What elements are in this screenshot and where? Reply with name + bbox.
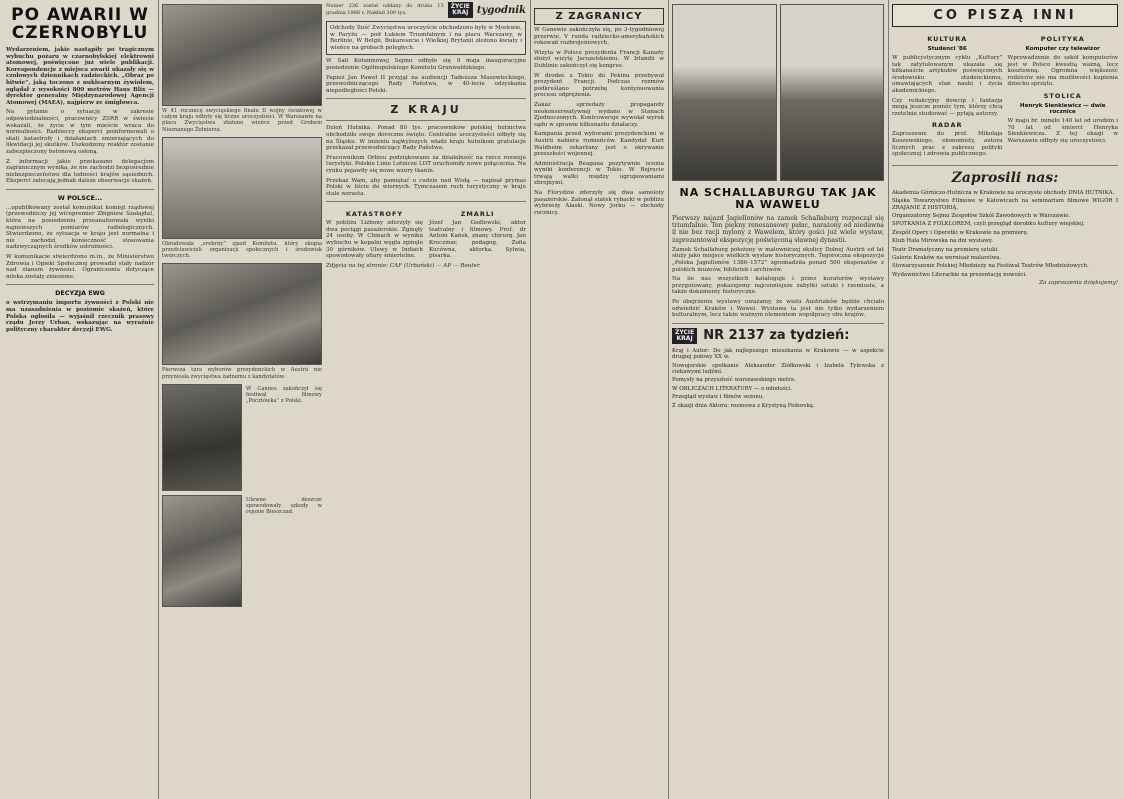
list-item: Galerie Kraków na wernisaż malarstwa.	[892, 254, 1002, 261]
divider	[6, 284, 154, 285]
photo-row	[162, 384, 322, 491]
list-item: Zespół Opery i Operetki w Krakowie na premierę.	[892, 229, 1029, 236]
column-5	[672, 0, 884, 799]
katastrofy-block	[326, 206, 423, 263]
item-2: Papież Jan Paweł II przyjął na audiencji Tadeusza Mazowieckiego, przewodniczącego Rady Państwa, w 40-lecie odzyskania niepodległości Polski.	[326, 74, 526, 94]
czernobyl-headline: PO AWARII W CZERNOBYLU	[11, 5, 149, 43]
katastrofy-text: W pobliżu Lizbony zderzyły się dwa pociągi pasażerskie. Zginęły 24 osoby. W Chinach w wyniku wybuchu w kopalni węgla zginęło 30 górników. Ulewy w Indiach spowodowały ofiary śmiertelne.	[326, 220, 423, 260]
logo-top: ŻYCIE	[450, 3, 470, 10]
zagranica-text-2: Wizyta w Polsce prezydenta Francji Kanady złożył wizytę Jaruzelskiemu. W Irlandii w Dublinie zakończył się kongres.	[534, 49, 664, 69]
photo-castle-2	[780, 4, 885, 181]
zagranica-text-7: Na Florydzie zderzyły się dwa samoloty pasażerskie. Zatonął statek rybacki w pobliżu wybrzeży Alaski. Nowy Jorku — obchody rocznicy.	[534, 190, 664, 216]
z-zagranicy-title: Z ZAGRANICY	[534, 8, 664, 25]
kultura-text: W publicystycznym cyklu „Kultury” tak zatytułowanym ukazała się kilkanaście artykułów poświęconych środowisku studenckiemu, omawiających stan nauki i życia akademickiego.	[892, 55, 1003, 94]
schallaburg-lead: Pierwszy najazd Jagiellonów na zamek Schallaburg rozpoczął się triumfalnie. Ten piękny renesansowy pałac, narażony od niedawna il nie bez racji mylony z Wawelem, który gości już wiele wystaw, zaprezentował ekspozycję poświęconą sławnej dynastii.	[672, 215, 884, 244]
photo-statue	[162, 4, 322, 106]
zmarli-text: Józef Jan Godlewski, aktor teatralny i filmowy. Prof. dr Antoni Kańsk, znany chirurg. Jan Kreczmar, pedagog. Zofia Kucówna, aktorka. Sylwia, pisarka.	[429, 220, 526, 260]
z-kraju-text-1: Dzień Hutnika. Ponad 80 tys. pracowników polskiej hutnictwa obchodziło swoje doroczne święto. Centralne uroczystości odbyły się na Śląsku. W imieniu najwyższych władz kraju hutnikom gratulacje przekazał przewodniczący Rady Państwa.	[326, 125, 526, 152]
column-3	[326, 0, 526, 799]
schallaburg-body-3: Po obejrzeniu wystawy uważamy, że wielu Austriaków będzie chciało odwiedzić Kraków i Wawel. Wystawa ta jest nie tylko wydarzeniem kulturalnym, lecz także ważnym elementem współpracy obu krajów.	[672, 298, 884, 319]
column-rule	[530, 0, 531, 799]
polska-section-text: ...opublikowany został komunikat komisji rządowej (przewodniczy jej wicepremier Zbigniew Szałajda), która na posiedzeniu przeanalizowała wyniki najnowszych pomiarów radiologicznych. Stwierdzono, że sytuacja w kraju jest normalna i nie zachodzi konieczność stosowania nadzwyczajnych środków ostrożności.	[6, 204, 154, 251]
list-item: Kraj i Autor: Do jak najlepszego mieszkania w Krakowie — w aspekcie drugiej połowy XX w.	[672, 347, 884, 361]
column-4	[534, 0, 664, 799]
column-rule	[668, 0, 669, 799]
czernobyl-body-1: Na pytanie o sytuację w zakresie odpowiedzialności, pracownicy ZSRR w świecie wskazali, że życie w tym mieście wraca do normalności. Radzieccy eksperci poinformowali o skali katastrofy i działaniach zmierzających do likwidacji jej skutków. Uszkodzony reaktor zostanie zabezpieczony betonową osłoną.	[6, 109, 154, 155]
list-item: Wydawnictwo Literackie na prezentację nowości.	[892, 271, 1027, 278]
zaprosili-footer: Za zaproszenia dziękujemy!	[1039, 280, 1118, 287]
z-kraju-title: Z KRAJU	[390, 103, 462, 117]
zaprosili-title: Zaprosili nas:	[951, 169, 1059, 186]
photo-cannes-caption: W Cannes zakończył się festiwal filmowy „Pocztówka” z Polski.	[246, 385, 322, 405]
photo-row	[162, 495, 322, 607]
czernobyl-lead: Wydarzeniem, jakie nastąpiły po tragicznym wybuchu pożaru w czarnobylskiej elektrowni atomowej, poświęcone już wiele publikacji. Korespondencje z miejsca awarii ukazały się w czołowych dziennikach radzieckich. „Obraz po bitwie”, jaką toczono z nuklearnym żywiołem, oglądał z wysokości 800 metrów Hans Blix — dyrektor generalny Międzynarodowej Agencji Atomowej (MAEA), najpierw ze śmigłowca.	[6, 47, 154, 106]
kultura-text-2: Czy redakcyjny dowcip i fantazja mogą jeszcze pomóc tym, którzy chcą rzetelnie studiować — pytają autorzy.	[892, 97, 1003, 117]
list-item: W OBLICZACH LITERATURY — o młodości.	[672, 385, 792, 392]
list-item: Śląska Towarzystwo Filmowe w Katowicach na seminarium filmowe WIGÓR I ZRAJANIE Z HISTORIĄ.	[892, 198, 1118, 211]
z-kraju-text-2: Pracownikom Orbisu podziękowano za działalność na rzecz rozwoju turystyki. Polskie Linie Lotnicze LOT uruchomiły nowe połączenia. Na rynku pojawiły się nowe wzory tkanin.	[326, 154, 526, 174]
top-box-text: Odchody Ilość Zwycięstwa uroczyście obchodzono były w Moskwie, w Paryżu — pod Łukiem Triumfalnym i na placu Warszawy, w Berlinie, W Belgii, Bukareszcie i Wielkiej Brytanii złożono kwiaty i wieńce na grobach poległych.	[330, 25, 522, 51]
polska-section-title: W POLSCE...	[57, 193, 103, 202]
magazine-name: tygodnik	[476, 4, 526, 16]
divider	[326, 201, 526, 202]
zagranica-text-1: W Genewie zakończyła się, po 3-tygodniowej przerwie, V runda radziecko-amerykańskich rokowań rozbrojeniowych.	[534, 27, 664, 47]
logo-top: ŻYCIE	[675, 328, 695, 336]
item-1: W Sali Kolumnowej Sejmu odbyło się 9 maja inauguracyjne posiedzenie Ogólnopolskiego Komitetu Grunwaldzkiego.	[326, 58, 526, 71]
divider	[326, 98, 526, 99]
list-item: Klub Hala Mirowska na dni wystawy.	[892, 238, 993, 245]
zagranica-text-4: Zakaz sprzedaży propagandy neokonserwatywnej wydano w Stanach Zjednoczonych. Kontrowersje wywołał wyrok sądu w sprawie kilkunastu działaczy.	[534, 101, 664, 128]
column-rule	[888, 0, 889, 799]
list-item: Nowojorskie spotkanie Aleksander Ziółkowski i Izabela Tylewska z ciekawymi ludźmi.	[672, 362, 884, 375]
photo-meeting	[162, 137, 322, 239]
photo-credits: Zdjęcia na tej stronie: CAF (Urbański) — AP — Reuter.	[326, 262, 481, 269]
stolica-sub: Henryk Sienkiewicz — dwie rocznice	[1019, 102, 1106, 115]
next-week-title: NR 2137 za tydzień:	[703, 328, 850, 344]
kultura-label: KULTURA	[927, 35, 968, 43]
schallaburg-body-1: Zamek Schallaburg położony w malowniczej okolicy Dolnej Austrii od lat służy jako miejsce wielkich wystaw historycznych. Tegoroczna ekspozycja „Polska Jagiellonów 1386–1572” zgromadziła ponad 500 eksponatów z polskich muzeów, bibliotek i archiwów.	[672, 246, 884, 273]
magazine-logo	[448, 2, 473, 18]
top-box	[326, 21, 526, 55]
column-2	[162, 0, 322, 799]
katastrofy-title: KATASTROFY	[345, 210, 404, 219]
column-1	[6, 0, 154, 799]
list-item: Przegląd wystaw i filmów sezonu.	[672, 394, 765, 401]
divider	[326, 120, 526, 121]
radar-label: RADAR	[932, 121, 963, 130]
photo-statue-caption: W 41 rocznicę zwycięskiego finału II wojny światowej w całym kraju odbyły się liczne uroczystości. W Warszawie na placu Zwycięstwa złożono wieńce przed Grobem Nieznanego Żołnierza.	[162, 108, 322, 133]
kultura-sub: Studenci '86	[927, 46, 967, 52]
column-rule	[158, 0, 159, 799]
column-6	[892, 0, 1118, 799]
next-week-list	[672, 348, 884, 409]
stolica-text: W maju br. minęło 140 lat od urodzin i 70 lat od śmierci Henryka Sienkiewicza. Z tej okazji w Warszawie odbyły się uroczystości.	[1007, 117, 1118, 144]
schallaburg-body-2: Na ile nas wszystkich kataloguje i przez kuratorów wystawy przygotowany, pokazujemy najcenniejsze zabytki sztuki i rzemiosła, a także dokumenty historyczne.	[672, 276, 884, 296]
list-item: Teatr Dramatyczny na premierę sztuki.	[892, 246, 999, 253]
zagranica-text-5: Kampania przed wyborami prezydenckimi w Austrii nabiera rumieńców. Kandydat Kurt Waldheim oskarżany jest o ukrywanie przeszłości wojennej.	[534, 131, 664, 158]
photo-austria-election	[162, 263, 322, 365]
masthead	[326, 2, 526, 18]
divider	[672, 323, 884, 324]
czernobyl-body-2: Z informacji jakie przekazano delegacjom zagranicznym wynika, że nie zachodzi bezpośrednie niebezpieczeństwo dla ludności krajów sąsiednich. Eksperci zalecają jednak dalsze obserwacje skażeń.	[6, 158, 154, 185]
photo-meeting-caption: Obradowała „srebrny” zjazd Komitetu, który skupia przedstawicieli organizacji społecznych i środowisk twórczych.	[162, 240, 322, 260]
zmarli-block	[429, 206, 526, 263]
press-col-left	[892, 31, 1003, 161]
list-item: Pomysły na przyszłość warszawskiego metra.	[672, 377, 796, 384]
co-pisza-inni-title: CO PISZĄ INNI	[892, 4, 1118, 27]
photo-flood-caption: Ulewne deszcze spowodowały szkody w rejonie Bieszczad.	[246, 496, 322, 516]
zagranica-text-6: Administracja Reagana pozytywnie ocenia wyniki konferencji w Tokio. W Bejrucie trwają walki między ugrupowaniami zbrojnymi.	[534, 160, 664, 187]
z-kraju-text-3: Przekaż Wam, aby pamiętać o cudzie nad Wisłą — napisał prymas Polski w liście do wiernych. Tymczasem ruch turystyczny w kraju stale wzrasta.	[326, 177, 526, 197]
logo-bottom: KRAJ	[452, 9, 469, 16]
ewg-decision-text: o wstrzymaniu importu żywności z Polski nie ma uzasadnienia w poziomie skażeń, które Polska ogłosiła — wyjaśnił rzecznik prasowy rządu Jerzy Urban, wskazując na wyraźnie polityczny charakter decyzji EWG.	[6, 300, 154, 333]
polityka-text: Wprowadzenie do szkół komputerów jest w Polsce kwestią ważną, lecz kosztowną. Ogromna większość rodziców nie ma możliwości kupienia dziecku sprzętu.	[1007, 55, 1118, 88]
zagranica-text-3: W drodze z Tokio do Pekinu przebywał prezydent Francji. Podczas rozmów podkreślano potrzebę kontynuowania procesu odprężenia.	[534, 72, 664, 99]
radar-text: Zaproszenie do prof. Mikołaja Koszewskiego, ekonomisty, autora licznych prac z zakresu polityki społecznej i zdrowia publicznego.	[892, 131, 1003, 158]
czernobyl-body-3: W komunikacie stwierdzono m.in., że Ministerstwo Zdrowia i Opieki Społecznej prowadzi stały nadzór nad stanem żywności. Ograniczenia dotyczące mleka zostały zniesione.	[6, 254, 154, 280]
ewg-decision-title: DECYZJA EWG	[55, 289, 105, 298]
zmarli-title: ZMARLI	[460, 210, 495, 219]
stolica-label: STOLICA	[1043, 91, 1082, 100]
list-item: Akademia Górniczo-Hutnicza w Krakowie na uroczyste obchody DNIA HUTNIKA.	[892, 189, 1115, 196]
divider	[6, 189, 154, 190]
bottom-split	[326, 206, 526, 263]
photo-austria-caption: Pierwsza tura wyborów prezydenckich w Austrii nie przyniosła zwycięstwa żadnemu z kandydatów.	[162, 367, 322, 380]
list-item: Organizatorzy Sejmu Zespołów Szkół Zawodowych w Warszawie.	[892, 212, 1071, 219]
polityka-sub: Komputer czy telewizor	[1025, 46, 1100, 52]
photo-castle-1	[672, 4, 777, 181]
next-week-header	[672, 328, 884, 344]
magazine-logo-small	[672, 328, 697, 344]
logo-bottom: KRAJ	[676, 334, 693, 342]
divider	[892, 165, 1118, 166]
masthead-meta: Numer 236 został oddany do druku 13 grudnia 1986 r. Nakład 300 tys.	[326, 3, 444, 16]
schallaburg-headline: NA SCHALLABURGU TAK JAK NA WAWELU	[679, 186, 877, 211]
photo-cannes	[162, 384, 242, 491]
photo-flood	[162, 495, 242, 607]
zaprosili-list	[892, 190, 1118, 278]
castle-photos	[672, 4, 884, 181]
polityka-label: POLITYKA	[1040, 35, 1085, 43]
list-item: Z okazji dnia Aktora: rozmowa z Krystyną Fedorską.	[672, 402, 815, 409]
list-item: Stowarzyszenie Polskiej Młodzieży na Festiwal Teatrów Młodzieżowych.	[892, 263, 1089, 270]
press-col-right	[1008, 31, 1119, 161]
press-review	[892, 31, 1118, 161]
list-item: SPOTKANIA Z FOLKLOREM, czyli przegląd dorobku kultury wiejskiej.	[892, 221, 1085, 228]
